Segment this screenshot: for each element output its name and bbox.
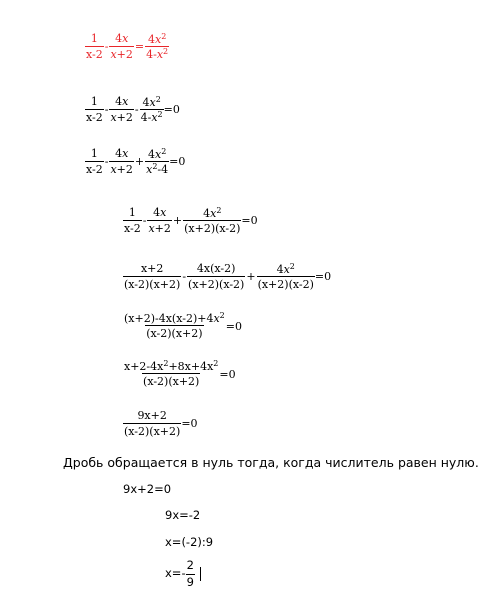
fraction-4x2-over-4-minus-x2: $\frac{4x^2}{4-x^2}$ [146, 31, 169, 61]
fraction-2-over-9: 2 9 [186, 558, 194, 589]
equation-step-2: 1 x-2 - 4x x+2 - $\frac{4x^2}{4-x^2}$ =0 [86, 94, 180, 124]
equation-step-4: 1 x-2 - 4x x+2 + $\frac{4x^2}{(x+2)(x-2)}$ =0 [124, 205, 258, 235]
fraction-1-over-x-minus-2: 1 x-2 [86, 32, 103, 61]
solve-step-3: x=(-2):9 [165, 535, 214, 549]
equation-step-7: $\frac{x+2-4x^2+8x+4x^2}{(x-2)(x+2)}$ =0 [124, 359, 236, 388]
fraction-4x-over-x-plus-2: $\frac{4x}{x+2}$ [110, 32, 133, 61]
solve-step-2: 9x=-2 [165, 508, 201, 522]
text-cursor [200, 567, 201, 581]
equation-step-6: $\frac{(x+2)-4x(x-2)+4x^2}{(x-2)(x+2)}$ =0 [124, 311, 242, 340]
equation-step-8: $\frac{9x+2}{(x-2)(x+2)}$ =0 [124, 409, 198, 438]
solve-step-1: 9x+2=0 [123, 482, 172, 496]
solve-step-4: x=- 2 9 [165, 560, 201, 588]
equation-step-3: 1 x-2 - 4x x+2 + $\frac{4x^2}{x^2-4}$ =0 [86, 146, 186, 176]
equation-step-5: x+2 (x-2)(x+2) - 4x(x-2) (x+2)(x-2) + $\frac{4x^2}{(x+2)(x-2)}$ =0 [124, 261, 332, 291]
explanation-text: Дробь обращается в нуль тогда, когда числитель равен нулю. [63, 455, 479, 470]
equation-original: 1 x-2 - $\frac{4x}{x+2}$ = $\frac{4x^2}{4-x^2}$ [86, 31, 169, 61]
